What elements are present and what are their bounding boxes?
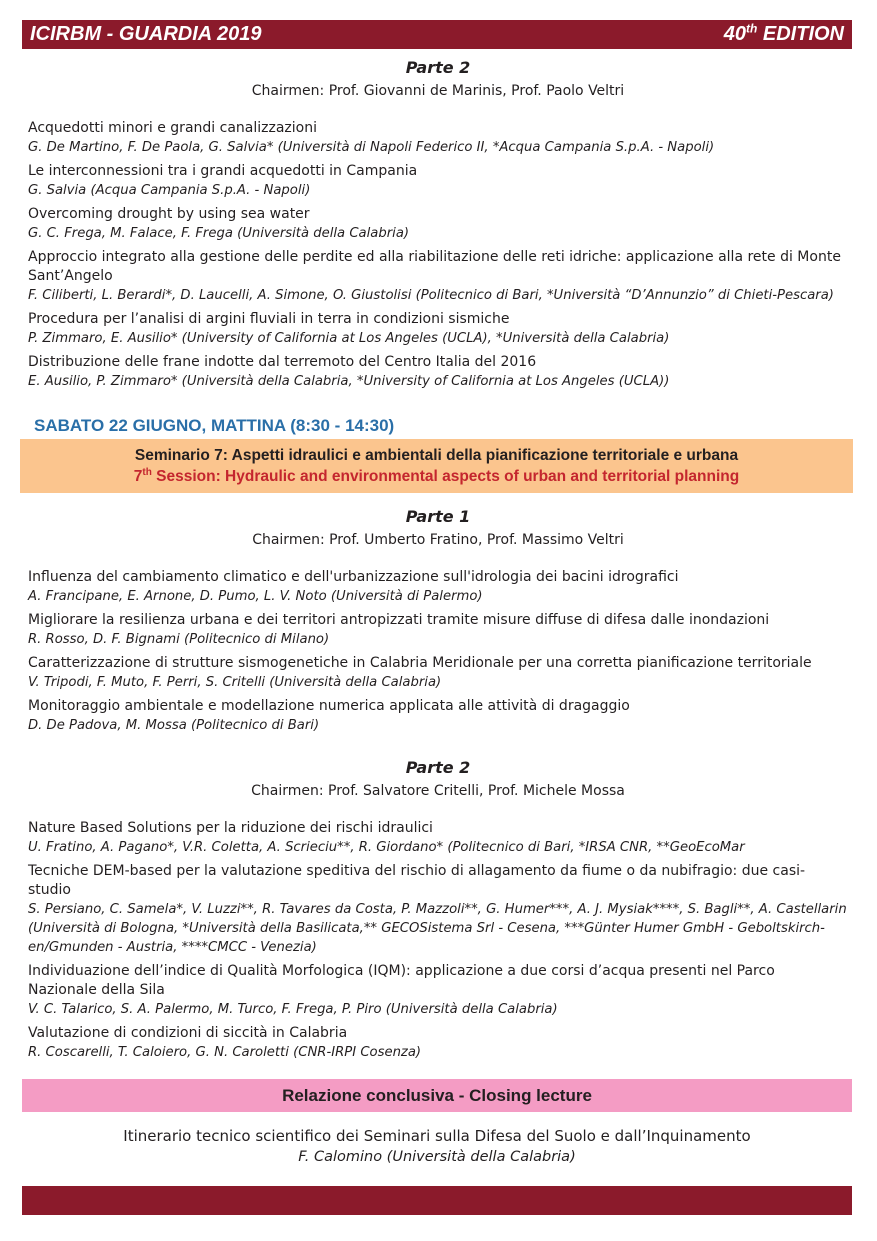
chairmen-line: Chairmen: Prof. Umberto Fratino, Prof. Massimo Veltri [252, 532, 624, 548]
talk-authors: V. C. Talarico, S. A. Palermo, M. Turco, F. Frega, P. Piro (Università della Calabria) [28, 1002, 558, 1017]
talk-title: Influenza del cambiamento climatico e dell'urbanizzazione sull'idrologia dei bacini idrografici [28, 569, 679, 585]
closing-lecture-author: F. Calomino (Università della Calabria) [298, 1149, 576, 1165]
talk-authors: U. Fratino, A. Pagano*, V.R. Coletta, A. Scrieciu**, R. Giordano* (Politecnico di Bari, *IRSA CNR, **GeoEcoMar [28, 840, 745, 855]
talk-title: Distribuzione delle frane indotte dal terremoto del Centro Italia del 2016 [28, 354, 537, 370]
talk-authors: P. Zimmaro, E. Ausilio* (University of California at Los Angeles (UCLA), *Università della Calabria) [28, 331, 670, 346]
part-title: Parte 2 [405, 758, 471, 777]
talk-item [28, 862, 848, 957]
talk-authors: G. C. Frega, M. Falace, F. Frega (Università della Calabria) [28, 226, 410, 241]
talk-authors: G. De Martino, F. De Paola, G. Salvia* (Università di Napoli Federico II, *Acqua Campania S.p.A. - Napoli) [28, 140, 715, 155]
session-title-italian: Seminario 7: Aspetti idraulici e ambientali della pianificazione territoriale e urbana [134, 447, 739, 464]
talk-item [28, 962, 848, 1019]
session-number: 7 [133, 468, 143, 485]
session-banner [20, 439, 853, 493]
talk-list [28, 119, 848, 391]
talk-list [28, 819, 848, 1062]
talk-authors: E. Ausilio, P. Zimmaro* (Università della Calabria, *University of California at Los Angeles (UCLA)) [28, 374, 670, 389]
talk-item [28, 697, 848, 735]
edition-label [724, 23, 844, 46]
closing-lecture-title: Itinerario tecnico scientifico dei Seminari sulla Difesa del Suolo e dall’Inquinamento [123, 1127, 751, 1145]
talk-authors: F. Ciliberti, L. Berardi*, D. Laucelli, A. Simone, O. Giustolisi (Politecnico di Bari, *Università “D’Annunzio” di Chieti-Pescara) [28, 288, 834, 303]
talk-title: Monitoraggio ambientale e modellazione numerica applicata alle attività di dragaggio [28, 698, 630, 714]
conference-title: ICIRBM - GUARDIA 2019 [30, 23, 262, 45]
talk-authors: R. Coscarelli, T. Caloiero, G. N. Caroletti (CNR-IRPI Cosenza) [28, 1045, 422, 1060]
talk-item [28, 310, 848, 348]
talk-item [28, 611, 848, 649]
talk-item [28, 353, 848, 391]
talk-item [28, 162, 848, 200]
talk-title: Approccio integrato alla gestione delle perdite ed alla riabilitazione delle reti idriche: applicazione alla rete di Monte Sant’Angelo [28, 249, 841, 284]
closing-lecture [22, 1126, 852, 1168]
part1-section [28, 506, 848, 740]
talk-item [28, 205, 848, 243]
talk-title: Nature Based Solutions per la riduzione dei rischi idraulici [28, 820, 433, 836]
edition-word: EDITION [757, 23, 844, 45]
edition-ordinal: th [746, 21, 758, 36]
talk-authors: G. Salvia (Acqua Campania S.p.A. - Napoli) [28, 183, 311, 198]
talk-authors: D. De Padova, M. Mossa (Politecnico di Bari) [28, 718, 320, 733]
talk-item [28, 654, 848, 692]
page-header-bar [22, 20, 852, 49]
chairmen-line: Chairmen: Prof. Giovanni de Marinis, Prof. Paolo Veltri [251, 83, 625, 99]
page-footer-bar [22, 1186, 852, 1215]
part-title: Parte 2 [405, 58, 471, 77]
talk-authors: A. Francipane, E. Arnone, D. Pumo, L. V. Noto (Università di Palermo) [28, 589, 483, 604]
edition-number: 40 [723, 23, 746, 45]
talk-item [28, 819, 848, 857]
talk-item [28, 248, 848, 305]
talk-title: Procedura per l’analisi di argini fluviali in terra in condizioni sismiche [28, 311, 510, 327]
talk-title: Le interconnessioni tra i grandi acquedotti in Campania [28, 163, 418, 179]
talk-authors: R. Rosso, D. F. Bignami (Politecnico di Milano) [28, 632, 330, 647]
talk-item [28, 568, 848, 606]
day-heading: SABATO 22 GIUGNO, MATTINA (8:30 - 14:30) [34, 416, 395, 435]
part2b-section [28, 757, 848, 1067]
talk-authors: S. Persiano, C. Samela*, V. Luzzi**, R. Tavares da Costa, P. Mazzoli**, G. Humer***, A. J. Mysiak****, S. Bagli**, A. Castellarin (Università di Bologna, *Università della Basilicata,** GECOSistema Srl - Cesena, ***Günter Humer GmbH - Geboltskirch-en/Gmunden - Austria, ****CMCC - Venezia) [28, 902, 847, 955]
chairmen-line: Chairmen: Prof. Salvatore Critelli, Prof. Michele Mossa [251, 783, 625, 799]
session-title-english [20, 468, 853, 486]
talk-list [28, 568, 848, 735]
talk-title: Migliorare la resilienza urbana e dei territori antropizzati tramite misure diffuse di difesa dalle inondazioni [28, 612, 770, 628]
closing-lecture-banner: Relazione conclusiva - Closing lecture [22, 1079, 852, 1112]
talk-title: Acquedotti minori e grandi canalizzazioni [28, 120, 317, 136]
talk-title: Valutazione di condizioni di siccità in Calabria [28, 1025, 348, 1041]
session-english-rest: Session: Hydraulic and environmental aspects of urban and territorial planning [151, 468, 740, 485]
talk-authors: V. Tripodi, F. Muto, F. Perri, S. Critelli (Università della Calabria) [28, 675, 442, 690]
talk-title: Overcoming drought by using sea water [28, 206, 310, 222]
talk-title: Individuazione dell’indice di Qualità Morfologica (IQM): applicazione a due corsi d’acqua presenti nel Parco Nazionale della Sila [28, 963, 775, 998]
talk-title: Tecniche DEM-based per la valutazione speditiva del rischio di allagamento da fiume o da nubifragio: due casi-studio [28, 863, 806, 898]
part2a-section [28, 57, 848, 396]
talk-item [28, 119, 848, 157]
part-title: Parte 1 [405, 507, 471, 526]
talk-title: Caratterizzazione di strutture sismogenetiche in Calabria Meridionale per una corretta pianificazione territoriale [28, 655, 812, 671]
session-ordinal: th [142, 466, 152, 478]
talk-item [28, 1024, 848, 1062]
